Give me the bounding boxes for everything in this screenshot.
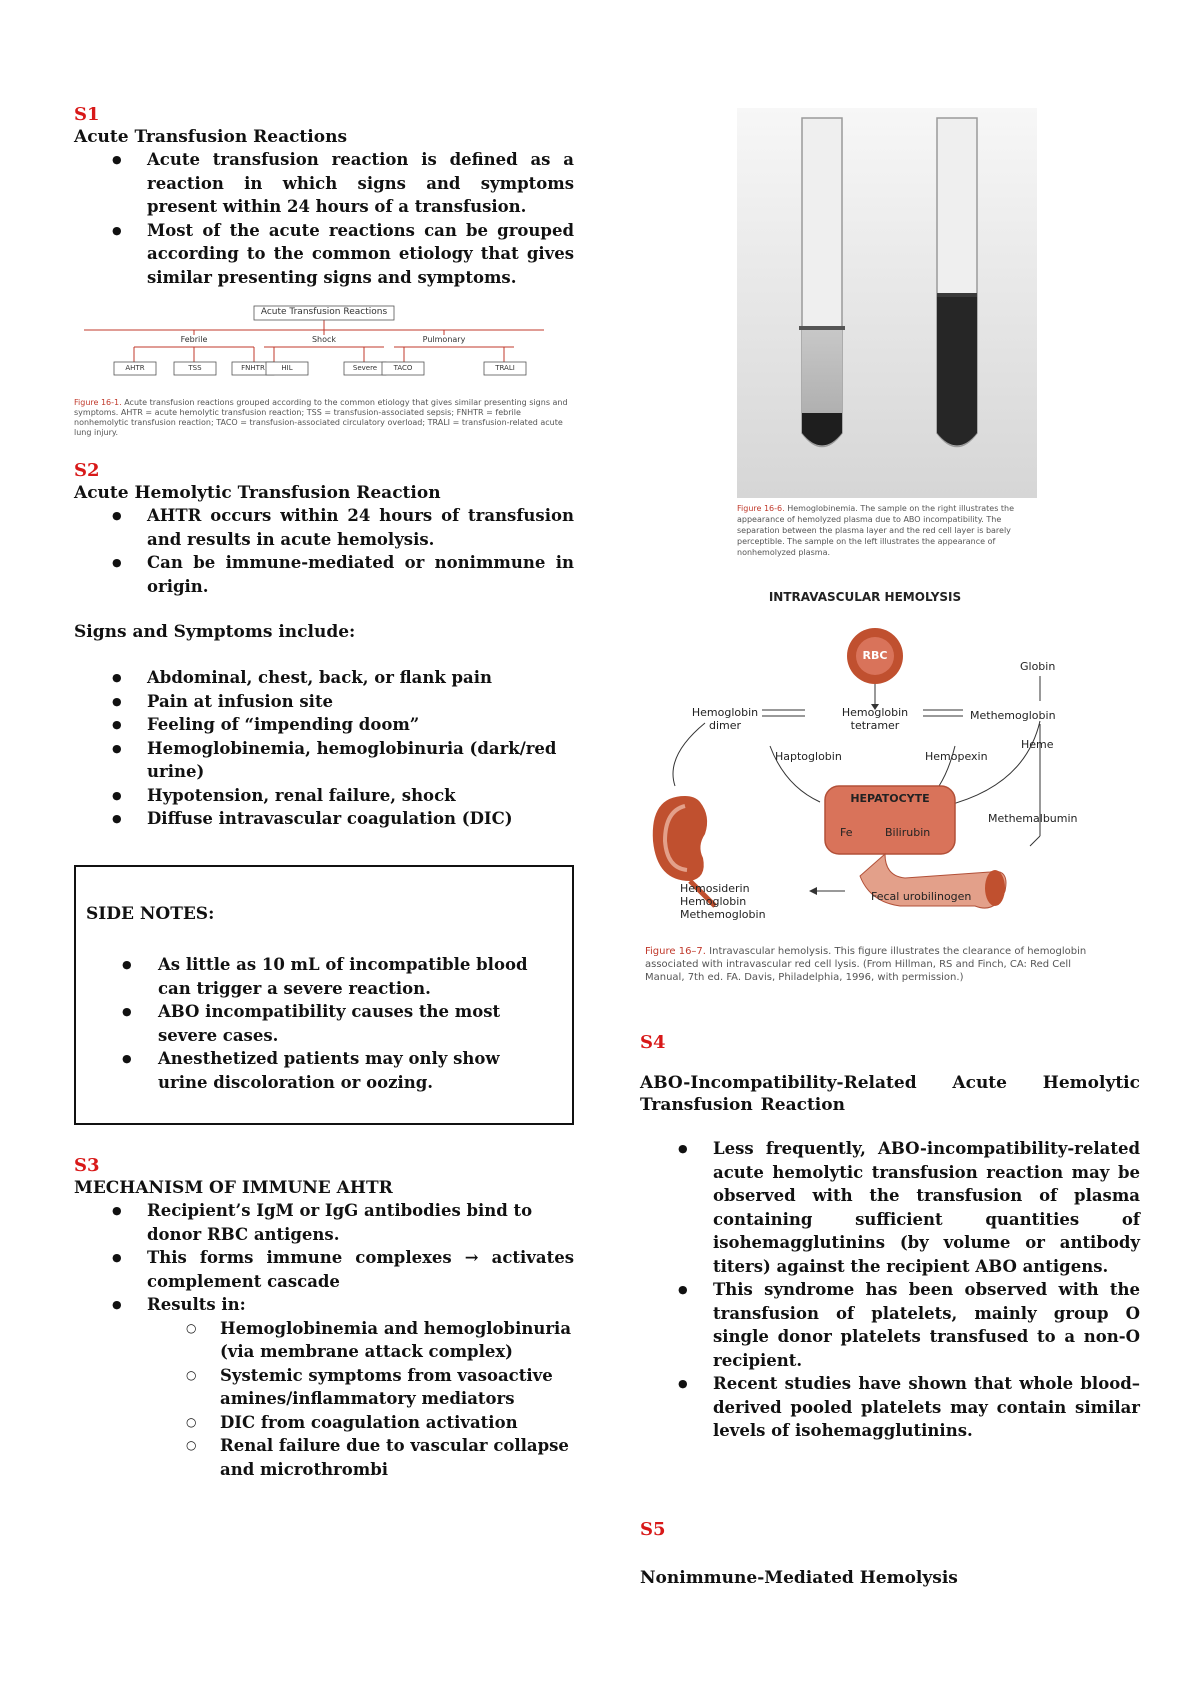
hemolysis-figure bbox=[645, 590, 1105, 1000]
list-item: ● This syndrome has been observed with the transfusion of platelets, mainly group O single donor platelets transfused to a non-O recipient. bbox=[640, 1278, 1140, 1372]
section-label: S3 bbox=[74, 1155, 100, 1176]
chart-leaf-label: AHTR bbox=[125, 364, 145, 372]
caption-label: Figure 16–7. bbox=[645, 946, 706, 957]
list-item: ● ABO incompatibility causes the most severe cases. bbox=[76, 1000, 546, 1047]
figure-caption bbox=[645, 945, 1105, 984]
acute-reactions-figure bbox=[74, 300, 574, 435]
section-s3 bbox=[74, 1155, 574, 1481]
label-hb-dimer: Hemoglobin dimer bbox=[691, 706, 759, 732]
list-item: ● Acute transfusion reaction is defined as a reaction in which signs and symptoms present within 24 hours of a transfusion. bbox=[74, 148, 574, 219]
bullet-list bbox=[74, 504, 574, 598]
list-item: ● Recent studies have shown that whole blood–derived pooled platelets may contain similar levels of isohemagglutinins. bbox=[640, 1372, 1140, 1443]
section-label: S5 bbox=[640, 1519, 666, 1540]
list-item: ● As little as 10 mL of incompatible blood can trigger a severe reaction. bbox=[76, 953, 546, 1000]
bullet-list bbox=[640, 1137, 1140, 1443]
list-item: ○ Hemoglobinemia and hemoglobinuria (via membrane attack complex) bbox=[74, 1317, 574, 1364]
label-heme: Heme bbox=[1021, 738, 1054, 751]
diagram-title: INTRAVASCULAR HEMOLYSIS bbox=[768, 590, 962, 604]
list-item: ● Results in: bbox=[74, 1293, 574, 1317]
section-s4 bbox=[640, 1032, 1140, 1443]
list-item: ● This forms immune complexes → activates complement cascade bbox=[74, 1246, 574, 1293]
section-title: ABO-Incompatibility-Related Acute Hemolytic Transfusion Reaction bbox=[640, 1073, 1140, 1115]
chart-group-label: Shock bbox=[294, 335, 354, 344]
list-item: ● Most of the acute reactions can be grouped according to the common etiology that gives similar presenting signs and symptoms. bbox=[74, 219, 574, 290]
list-item: ● Diffuse intravascular coagulation (DIC) bbox=[74, 807, 574, 831]
list-item: ● Abdominal, chest, back, or flank pain bbox=[74, 666, 574, 690]
chart-leaf-label: HIL bbox=[281, 364, 293, 372]
label-kidney-output: Hemosiderin Hemoglobin Methemoglobin bbox=[680, 882, 766, 921]
caption-text: Acute transfusion reactions grouped according to the common etiology that gives similar presenting signs and symptoms. AHTR = acute hemolytic transfusion reaction; TSS = transfusion-associated sepsis; FNHTR = febrile nonhemolytic transfusion reaction; TACO = transfusion-associated circulatory overload; TRALI = transfusion-related acute lung injury. bbox=[74, 398, 568, 437]
section-title: Acute Hemolytic Transfusion Reaction bbox=[74, 483, 441, 503]
caption-label: Figure 16-6. bbox=[737, 504, 785, 513]
list-item: ● Feeling of “impending doom” bbox=[74, 713, 574, 737]
label-hemopexin: Hemopexin bbox=[925, 750, 988, 763]
chart-leaf-label: TACO bbox=[393, 364, 413, 372]
bullet-list bbox=[74, 148, 574, 289]
signs-list bbox=[74, 666, 574, 831]
section-title: MECHANISM OF IMMUNE AHTR bbox=[74, 1178, 393, 1198]
list-item: ● Can be immune-mediated or nonimmune in origin. bbox=[74, 551, 574, 598]
label-methemalbumin: Methemalbumin bbox=[988, 812, 1078, 825]
list-item: ○ Systemic symptoms from vasoactive amines/inflammatory mediators bbox=[74, 1364, 574, 1411]
chart-leaf-label: FNHTR bbox=[241, 364, 265, 372]
chart-leaf-label: TRALI bbox=[495, 364, 515, 372]
section-title: Nonimmune-Mediated Hemolysis bbox=[640, 1568, 958, 1588]
test-tube-figure bbox=[737, 108, 1037, 558]
caption-text: Intravascular hemolysis. This figure illustrates the clearance of hemoglobin associated with intravascular red cell lysis. (From Hillman, RS and Finch, CA: Red Cell Manual, 7th ed. FA. Davis, Philadelphia, 1996, with permission.) bbox=[645, 946, 1087, 983]
label-globin: Globin bbox=[1020, 660, 1056, 673]
list-item: ● Hypotension, renal failure, shock bbox=[74, 784, 574, 808]
side-notes-list bbox=[76, 953, 546, 1094]
section-s1 bbox=[74, 104, 574, 289]
side-notes-box bbox=[74, 865, 574, 1125]
side-notes-title: SIDE NOTES: bbox=[86, 904, 215, 924]
figure-caption bbox=[74, 398, 574, 437]
list-item: ● Anesthetized patients may only show urine discoloration or oozing. bbox=[76, 1047, 546, 1094]
list-item: ● AHTR occurs within 24 hours of transfusion and results in acute hemolysis. bbox=[74, 504, 574, 551]
list-item: ○ Renal failure due to vascular collapse and microthrombi bbox=[74, 1434, 574, 1481]
section-s5 bbox=[640, 1519, 1140, 1589]
list-item: ● Recipient’s IgM or IgG antibodies bind to donor RBC antigens. bbox=[74, 1199, 574, 1246]
chart-group-label: Pulmonary bbox=[414, 335, 474, 344]
chart-group-label: Febrile bbox=[164, 335, 224, 344]
caption-text: Hemoglobinemia. The sample on the right illustrates the appearance of hemolyzed plasma due to ABO incompatibility. The separation between the plasma layer and the red cell layer is barely perceptible. The sample on the left illustrates the appearance of nonhemolyzed plasma. bbox=[737, 504, 1015, 557]
caption-label: Figure 16-1. bbox=[74, 398, 122, 407]
section-label: S4 bbox=[640, 1032, 666, 1053]
label-hb-tetramer: Hemoglobin tetramer bbox=[841, 706, 909, 732]
label-haptoglobin: Haptoglobin bbox=[775, 750, 842, 763]
label-hepatocyte: HEPATOCYTE bbox=[850, 792, 930, 805]
label-rbc: RBC bbox=[862, 649, 888, 662]
signs-heading: Signs and Symptoms include: bbox=[74, 622, 356, 642]
list-item: ● Less frequently, ABO-incompatibility-related acute hemolytic transfusion reaction may be observed with the transfusion of plasma containing sufficient quantities of isohemagglutinins (by volume or antibody titers) against the recipient ABO antigens. bbox=[640, 1137, 1140, 1278]
chart-leaf-label: TSS bbox=[188, 364, 202, 372]
section-label: S1 bbox=[74, 104, 100, 125]
label-bilirubin: Bilirubin bbox=[885, 826, 931, 839]
figure-caption bbox=[737, 503, 1037, 557]
list-item: ● Pain at infusion site bbox=[74, 690, 574, 714]
label-fecal: Fecal urobilinogen bbox=[871, 890, 972, 903]
chart-leaf-label: Severe bbox=[352, 364, 378, 372]
label-methemoglobin: Methemoglobin bbox=[970, 709, 1056, 722]
sub-bullet-list bbox=[74, 1317, 574, 1482]
section-label: S2 bbox=[74, 460, 100, 481]
test-tube-photo bbox=[737, 108, 1037, 498]
section-s2 bbox=[74, 460, 574, 831]
chart-root-label: Acute Transfusion Reactions bbox=[260, 307, 388, 317]
list-item: ● Hemoglobinemia, hemoglobinuria (dark/red urine) bbox=[74, 737, 574, 784]
list-item: ○ DIC from coagulation activation bbox=[74, 1411, 574, 1435]
section-title: Acute Transfusion Reactions bbox=[74, 127, 348, 147]
bullet-list bbox=[74, 1199, 574, 1317]
label-fe: Fe bbox=[840, 826, 853, 839]
